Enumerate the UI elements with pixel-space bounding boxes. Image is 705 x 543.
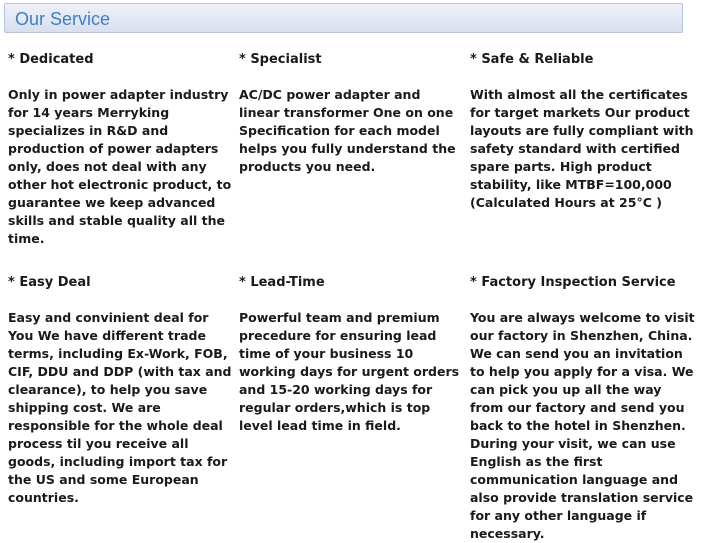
service-title: * Lead-Time <box>239 275 325 290</box>
service-description: With almost all the certificates for target markets Our product layouts are fully compliant with safety standard with certified spare parts. High product stability, like MTBF=100,000 (Calculated Hours at 25°C ) <box>470 87 694 210</box>
service-title: * Factory Inspection Service <box>470 275 676 290</box>
service-lead-time <box>239 274 464 435</box>
service-description: AC/DC power adapter and linear transformer One on one Specification for each model helps you fully understand the products you need. <box>239 87 456 174</box>
service-safe-reliable <box>470 51 695 212</box>
service-dedicated <box>8 51 233 248</box>
service-title: * Safe & Reliable <box>470 52 594 67</box>
service-description: You are always welcome to visit our factory in Shenzhen, China. We can send you an invitation to help you apply for a visa. We can pick you up all the way from our factory and send you back to the hotel in Shenzhen. During your visit, we can use English as the first communication language and also provide translation service for any other language if necessary. <box>470 310 695 541</box>
service-title: * Dedicated <box>8 52 94 67</box>
service-description: Only in power adapter industry for 14 years Merryking specializes in R&D and production of power adapters only, does not deal with any other hot electronic product, to guarantee we keep advanced skills and stable quality all the time. <box>8 87 232 246</box>
service-title: * Easy Deal <box>8 275 91 290</box>
section-header <box>4 3 683 33</box>
service-title: * Specialist <box>239 52 322 67</box>
service-description: Powerful team and premium precedure for ensuring lead time of your business 10 working days for urgent orders and 15-20 working days for regular orders,which is top level lead time in field. <box>239 310 460 433</box>
service-specialist <box>239 51 464 176</box>
service-description: Easy and convinient deal for You We have different trade terms, including Ex-Work, FOB, CIF, DDU and DDP (with tax and clearance), to help you save shipping cost. We are responsible for the whole deal process til you receive all goods, including import tax for the US and some European countries. <box>8 310 232 505</box>
service-easy-deal <box>8 274 233 507</box>
section-title: Our Service <box>15 9 111 29</box>
service-factory-inspection <box>470 274 695 543</box>
